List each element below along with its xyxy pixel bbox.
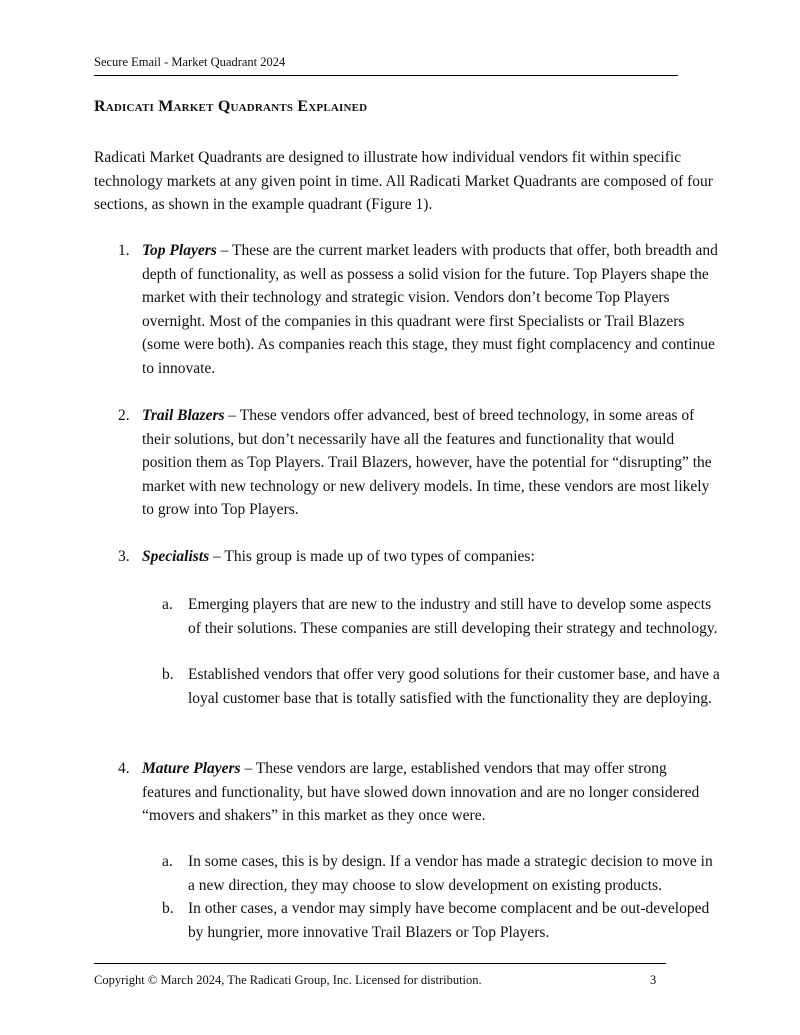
term-description: – These vendors are large, established vendors that may offer strong features and functionality, but have slowed down innovation and are no longer considered “movers and shakers” in this market as they once were. bbox=[142, 760, 700, 824]
footer-copyright: Copyright © March 2024, The Radicati Group, Inc. Licensed for distribution. bbox=[94, 973, 482, 987]
list-body bbox=[142, 239, 718, 380]
list-body bbox=[142, 757, 718, 828]
list-item-top-players bbox=[118, 239, 718, 380]
header-running-title: Secure Email - Market Quadrant 2024 bbox=[94, 55, 286, 69]
intro-paragraph: Radicati Market Quadrants are designed to illustrate how individual vendors fit within specific technology markets at any given point in time. All Radicati Market Quadrants are composed of four sections, as shown in the example quadrant (Figure 1). bbox=[94, 149, 713, 213]
header-divider bbox=[94, 75, 678, 76]
sub-item-established-vendors bbox=[162, 663, 722, 710]
list-item-trail-blazers bbox=[118, 404, 718, 522]
term-description: – These are the current market leaders with products that offer, both breadth and depth of functionality, as well as possess a solid vision for the future. Top Players shape the market with their technology and strategic vision. Vendors don’t become Top Players overnight. Most of the companies in this quadrant were first Specialists or Trail Blazers (some were both). As companies reach this stage, they must fight complacency and continue to innovate. bbox=[142, 242, 718, 377]
term-label: Specialists bbox=[142, 548, 210, 565]
section-title bbox=[94, 98, 367, 116]
list-body bbox=[142, 545, 718, 569]
term-label: Top Players bbox=[142, 242, 217, 259]
list-number: 2. bbox=[118, 407, 130, 424]
sub-item-complacent bbox=[162, 897, 722, 944]
sub-item-emerging-players bbox=[162, 593, 722, 640]
term-label: Trail Blazers bbox=[142, 407, 225, 424]
list-number: 1. bbox=[118, 242, 130, 259]
sub-item-letter: b. bbox=[162, 666, 174, 683]
list-item-mature-players bbox=[118, 757, 718, 828]
sub-item-letter: b. bbox=[162, 900, 174, 917]
section-title-text: Radicati Market Quadrants Explained bbox=[94, 98, 368, 115]
sub-item-text: In some cases, this is by design. If a vendor has made a strategic decision to move in a new direction, they may choose to slow development on existing products. bbox=[188, 853, 713, 894]
page-number: 3 bbox=[650, 973, 657, 987]
list-item-specialists bbox=[118, 545, 718, 569]
sub-item-text: Emerging players that are new to the industry and still have to develop some aspects of their solutions. These companies are still developing their strategy and technology. bbox=[188, 596, 718, 637]
list-number: 3. bbox=[118, 548, 130, 565]
sub-item-letter: a. bbox=[162, 596, 173, 613]
footer-divider bbox=[94, 963, 666, 964]
sub-item-text: In other cases, a vendor may simply have become complacent and be out-developed by hungrier, more innovative Trail Blazers or Top Players. bbox=[188, 900, 710, 941]
term-label: Mature Players bbox=[142, 760, 241, 777]
list-body bbox=[142, 404, 718, 522]
term-description: – This group is made up of two types of companies: bbox=[209, 548, 535, 565]
sub-item-by-design bbox=[162, 850, 722, 897]
list-number: 4. bbox=[118, 760, 130, 777]
term-description: – These vendors offer advanced, best of breed technology, in some areas of their solutions, but don’t necessarily have all the features and functionality that would position them as Top Players. Trail Blazers, however, have the potential for “disrupting” the market with new technology or new delivery models. In time, these vendors are most likely to grow into Top Players. bbox=[142, 407, 712, 518]
sub-item-letter: a. bbox=[162, 853, 173, 870]
sub-item-text: Established vendors that offer very good solutions for their customer base, and have a loyal customer base that is totally satisfied with the functionality they are deploying. bbox=[188, 666, 720, 707]
